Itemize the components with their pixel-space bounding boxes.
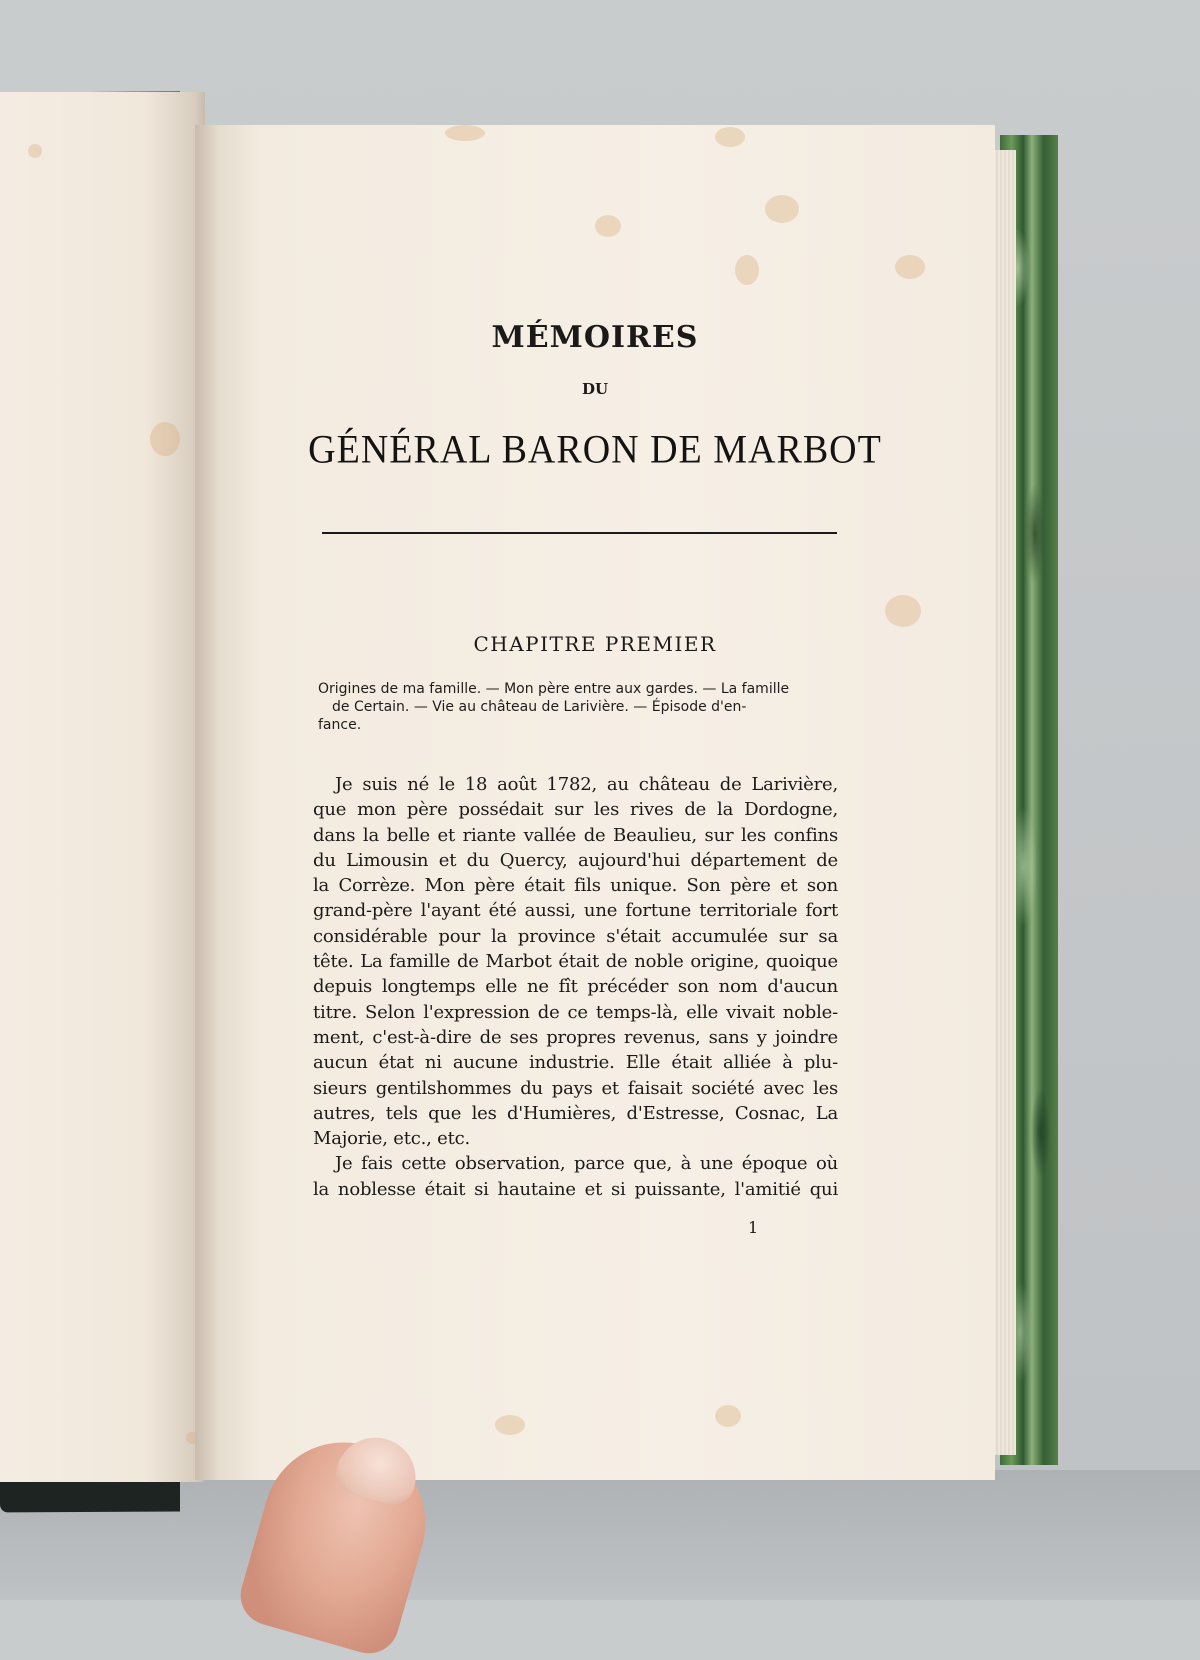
body-line: considérable pour la province s'était accumulée sur sa (313, 925, 838, 947)
left-page (0, 92, 205, 1482)
body-text (313, 772, 838, 1202)
chapter-heading: CHAPITRE PREMIER (473, 632, 717, 656)
body-line: tête. La famille de Marbot était de noble origine, quoique (313, 951, 838, 973)
body-line: titre. Selon l'expression de ce temps-là, elle vivait noble- (313, 1001, 838, 1023)
title-author-name: GÉNÉRAL BARON DE MARBOT (308, 427, 882, 473)
title-memoires: MÉMOIRES (491, 320, 699, 355)
body-line: grand-père l'ayant été aussi, une fortune territoriale fort (313, 900, 838, 922)
body-line: dans la belle et riante vallée de Beaulieu, sur les confins (313, 824, 838, 846)
body-line: que mon père possédait sur les rives de la Dordogne, (313, 799, 838, 821)
body-line: sieurs gentilshommes du pays et faisait société avec les (313, 1077, 838, 1099)
body-line: aucun état ni aucune industrie. Elle était alliée à plu- (313, 1052, 838, 1074)
page-number: 1 (748, 1218, 759, 1237)
title-rule (322, 532, 837, 534)
summary-line: Origines de ma famille. — Mon père entre aux gardes. — La famille (318, 681, 790, 697)
body-line: Je fais cette observation, parce que, à une époque où (335, 1153, 838, 1175)
body-line: depuis longtemps elle ne fît précéder son nom d'aucun (313, 976, 838, 998)
table-shadow (0, 1470, 1200, 1600)
body-line: Je suis né le 18 août 1782, au château de Larivière, (335, 774, 838, 795)
body-line: du Limousin et du Quercy, aujourd'hui département de (313, 849, 838, 871)
summary-line: de Certain. — Vie au château de Larivière. — Épisode d'en- (332, 699, 747, 715)
body-line: la noblesse était si hautaine et si puissante, l'amitié qui (313, 1178, 838, 1200)
body-line: autres, tels que les d'Humières, d'Estresse, Cosnac, La (313, 1102, 838, 1124)
body-line: ment, c'est-à-dire de ses propres revenus, sans y joindre (313, 1026, 838, 1048)
chapter-summary (318, 680, 836, 734)
title-du: DU (581, 380, 609, 398)
body-line: Majorie, etc., etc. (313, 1128, 471, 1150)
summary-line: fance. (318, 717, 362, 733)
body-line: la Corrèze. Mon père était fils unique. Son père et son (313, 875, 838, 897)
